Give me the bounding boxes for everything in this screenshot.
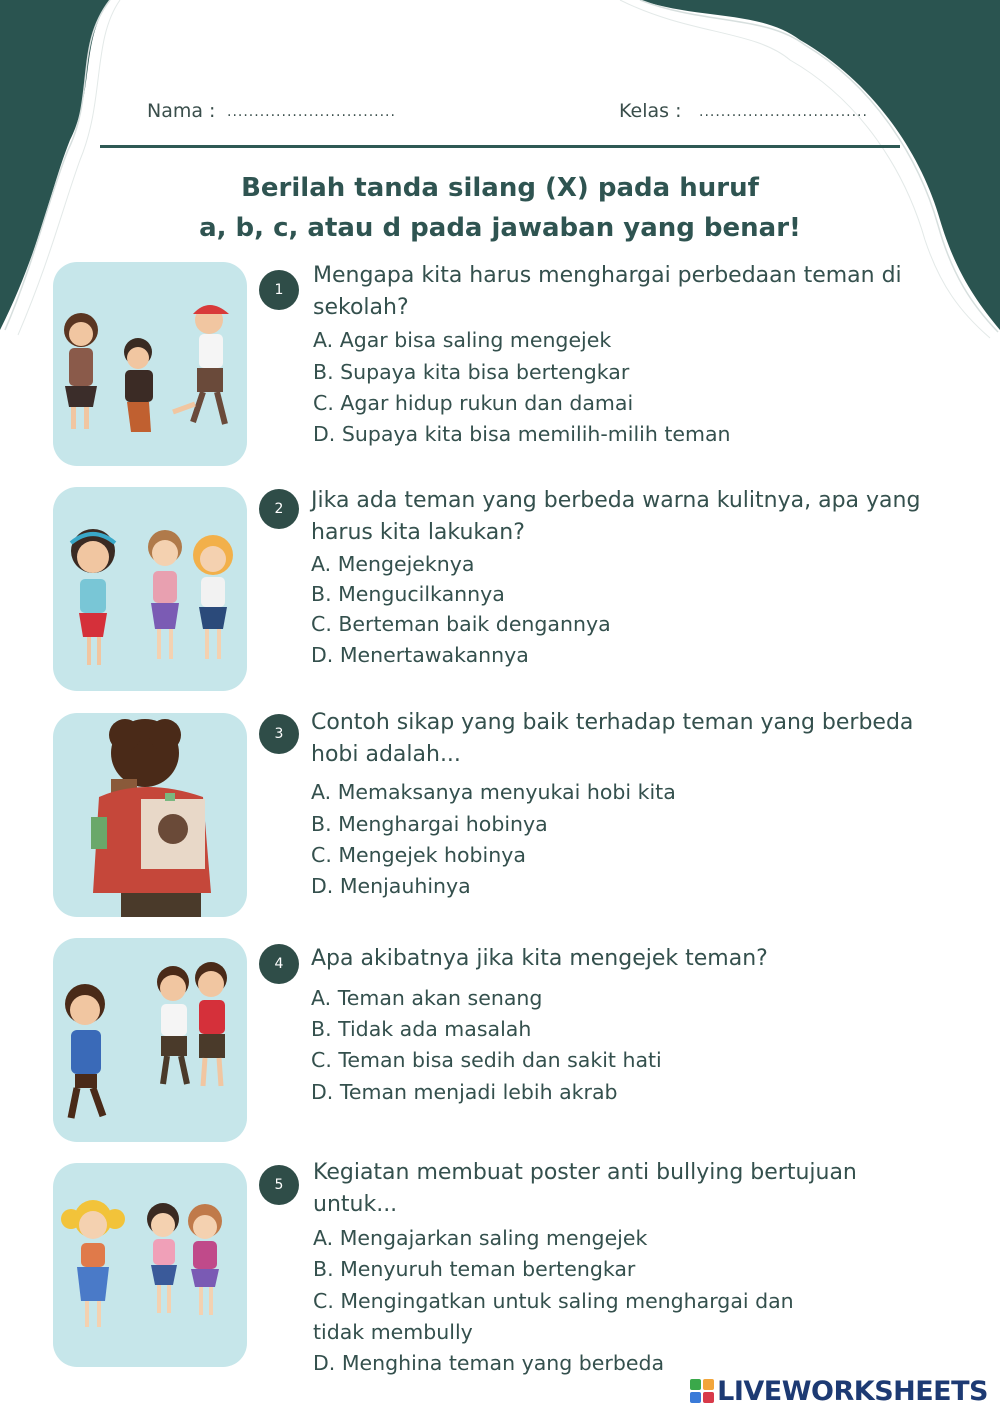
liveworksheets-branding — [690, 1374, 988, 1408]
question-4-number: 4 — [259, 944, 299, 984]
question-1-number: 1 — [259, 270, 299, 310]
question-3-text: Contoh sikap yang baik terhadap teman yang berbeda hobi adalah... — [311, 710, 914, 767]
question-4-option-c[interactable]: C. Teman bisa sedih dan sakit hati — [311, 1048, 662, 1072]
girls-laughing-illustration-icon — [53, 487, 247, 691]
question-1-option-d[interactable]: D. Supaya kita bisa memilih-milih teman — [313, 422, 731, 446]
question-3-option-a[interactable]: A. Memaksanya menyukai hobi kita — [311, 780, 676, 804]
question-1-image — [53, 262, 247, 466]
question-2-option-d[interactable]: D. Menertawakannya — [311, 643, 529, 667]
name-label: Nama : — [147, 100, 216, 122]
question-3-number: 3 — [259, 714, 299, 754]
question-5-option-b[interactable]: B. Menyuruh teman bertengkar — [313, 1257, 636, 1281]
question-4-text: Apa akibatnya jika kita mengejek teman? — [311, 946, 768, 971]
student-info-row — [0, 100, 1000, 130]
girls-gossiping-illustration-icon — [53, 1163, 247, 1367]
question-5-text: Kegiatan membuat poster anti bullying bertujuan untuk... — [313, 1160, 857, 1217]
question-2-option-c[interactable]: C. Berteman baik dengannya — [311, 612, 611, 636]
question-4-option-b[interactable]: B. Tidak ada masalah — [311, 1017, 532, 1041]
question-1-option-b[interactable]: B. Supaya kita bisa bertengkar — [313, 360, 630, 384]
question-3-option-c[interactable]: C. Mengejek hobinya — [311, 843, 526, 867]
boys-mocking-illustration-icon — [53, 938, 247, 1142]
question-4-option-d[interactable]: D. Teman menjadi lebih akrab — [311, 1080, 618, 1104]
instruction-line-2: a, b, c, atau d pada jawaban yang benar! — [199, 213, 801, 243]
class-label: Kelas : — [619, 100, 682, 122]
instruction-heading — [0, 168, 1000, 248]
question-2-text: Jika ada teman yang berbeda warna kulitnya, apa yang harus kita lakukan? — [311, 488, 921, 545]
instruction-line-1: Berilah tanda silang (X) pada huruf — [241, 173, 759, 203]
class-field[interactable]: ............................... — [699, 104, 868, 120]
question-5-option-d[interactable]: D. Menghina teman yang berbeda — [313, 1351, 665, 1375]
question-1-option-c[interactable]: C. Agar hidup rukun dan damai — [313, 391, 634, 415]
name-field[interactable]: ............................... — [227, 104, 396, 120]
question-2-image — [53, 487, 247, 691]
question-2-number: 2 — [259, 489, 299, 529]
question-5-option-c[interactable]: C. Mengingatkan untuk saling menghargai dan — [313, 1289, 794, 1313]
children-teasing-illustration-icon — [53, 262, 247, 466]
question-1-option-a[interactable]: A. Agar bisa saling mengejek — [313, 328, 612, 352]
question-4-option-a[interactable]: A. Teman akan senang — [311, 986, 543, 1010]
child-with-sign-on-back-illustration-icon — [53, 713, 247, 917]
question-3-image — [53, 713, 247, 917]
question-4-image — [53, 938, 247, 1142]
question-2-option-a[interactable]: A. Mengejeknya — [311, 552, 475, 576]
question-5-image — [53, 1163, 247, 1367]
header-divider — [100, 145, 900, 148]
question-5-number: 5 — [259, 1165, 299, 1205]
question-3-option-b[interactable]: B. Menghargai hobinya — [311, 812, 548, 836]
question-5-option-a[interactable]: A. Mengajarkan saling mengejek — [313, 1226, 648, 1250]
question-5-option-c-continued[interactable]: tidak membully — [313, 1320, 473, 1344]
question-2-option-b[interactable]: B. Mengucilkannya — [311, 582, 505, 606]
liveworksheets-logo-icon — [690, 1379, 714, 1403]
question-1-text: Mengapa kita harus menghargai perbedaan teman di sekolah? — [313, 263, 902, 320]
question-3-option-d[interactable]: D. Menjauhinya — [311, 874, 471, 898]
liveworksheets-wordmark: LIVEWORKSHEETS — [717, 1375, 988, 1407]
